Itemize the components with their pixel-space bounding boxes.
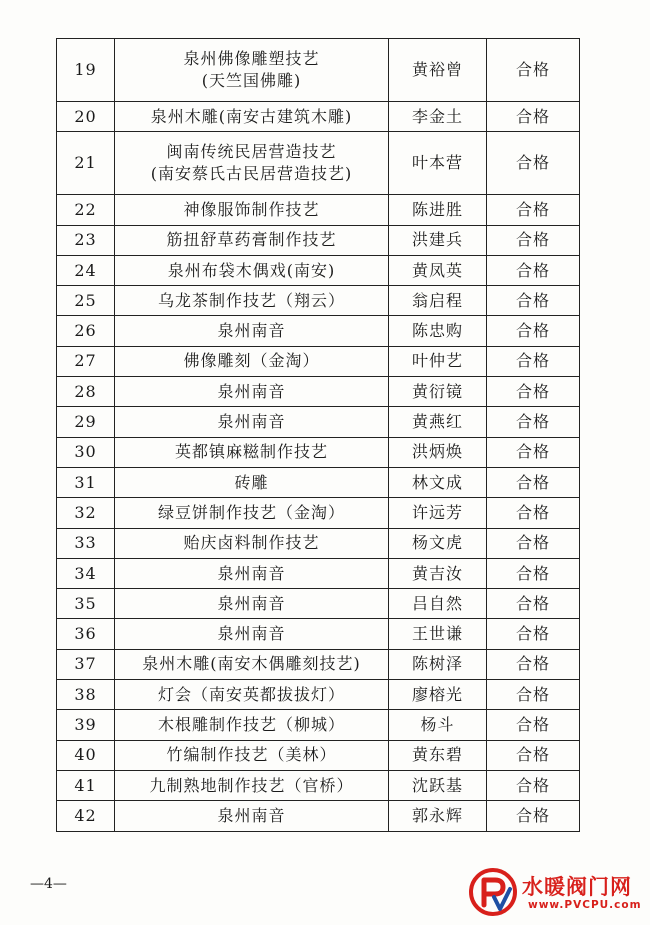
row-number: 38: [57, 680, 115, 710]
heritage-item-line: 木根雕制作技艺（柳城）: [157, 714, 345, 734]
inheritor-name: 洪炳焕: [389, 437, 487, 467]
row-number: 36: [57, 619, 115, 649]
heritage-item-line: 竹编制作技艺（美林）: [166, 745, 337, 765]
heritage-item-line: 乌龙茶制作技艺（翔云）: [157, 290, 345, 310]
pv-logo-icon: [468, 867, 518, 917]
inheritor-assessment-table: [56, 38, 580, 832]
heritage-item: [115, 39, 389, 102]
inheritor-name: 沈跃基: [389, 770, 487, 800]
heritage-item-line: 泉州南音: [217, 805, 286, 825]
heritage-item: [115, 498, 389, 528]
table-row: [57, 558, 580, 588]
heritage-item-line: 泉州南音: [217, 563, 286, 583]
heritage-item: [115, 649, 389, 679]
inheritor-name: 吕自然: [389, 589, 487, 619]
row-number: 35: [57, 589, 115, 619]
inheritor-name: 廖榕光: [389, 680, 487, 710]
heritage-item: [115, 801, 389, 831]
assessment-result: 合格: [487, 316, 580, 346]
heritage-item-line: 泉州南音: [217, 321, 286, 341]
inheritor-name: 黄衍镜: [389, 377, 487, 407]
assessment-result: 合格: [487, 589, 580, 619]
table-row: [57, 770, 580, 800]
assessment-result: 合格: [487, 286, 580, 316]
inheritor-name: 黄吉汝: [389, 558, 487, 588]
table-row: [57, 437, 580, 467]
heritage-item: [115, 102, 389, 132]
inheritor-name: 叶仲艺: [389, 346, 487, 376]
assessment-result: 合格: [487, 558, 580, 588]
site-watermark: [468, 867, 644, 917]
heritage-item: [115, 528, 389, 558]
heritage-item-line: 筋扭舒草药膏制作技艺: [166, 230, 337, 250]
heritage-item-line: 泉州南音: [217, 624, 286, 644]
assessment-result: 合格: [487, 346, 580, 376]
table-row: [57, 407, 580, 437]
heritage-item-line: (天竺国佛雕): [201, 71, 302, 90]
row-number: 39: [57, 710, 115, 740]
table-row: [57, 255, 580, 285]
table-row: [57, 801, 580, 831]
assessment-result: 合格: [487, 801, 580, 831]
row-number: 34: [57, 558, 115, 588]
heritage-item-line: 贻庆卤料制作技艺: [183, 533, 320, 553]
row-number: 27: [57, 346, 115, 376]
row-number: 41: [57, 770, 115, 800]
row-number: 29: [57, 407, 115, 437]
heritage-item-line: 泉州布袋木偶戏(南安): [167, 260, 336, 280]
row-number: 25: [57, 286, 115, 316]
heritage-item: [115, 255, 389, 285]
heritage-item-line: 砖雕: [234, 472, 269, 492]
row-number: 28: [57, 377, 115, 407]
inheritor-name: 叶本营: [389, 132, 487, 195]
heritage-item: [115, 619, 389, 649]
heritage-item: [115, 558, 389, 588]
inheritor-name: 洪建兵: [389, 225, 487, 255]
inheritor-name: 陈忠购: [389, 316, 487, 346]
table-row: [57, 225, 580, 255]
assessment-result: 合格: [487, 377, 580, 407]
heritage-item: [115, 286, 389, 316]
table-row: [57, 132, 580, 195]
heritage-item: [115, 589, 389, 619]
assessment-result: 合格: [487, 467, 580, 497]
heritage-item-line: 佛像雕刻（金淘）: [183, 351, 320, 371]
row-number: 40: [57, 740, 115, 770]
inheritor-name: 杨斗: [389, 710, 487, 740]
table-body: [57, 39, 580, 832]
table-row: [57, 346, 580, 376]
inheritor-name: 王世谦: [389, 619, 487, 649]
assessment-result: 合格: [487, 407, 580, 437]
assessment-result: 合格: [487, 255, 580, 285]
assessment-result: 合格: [487, 195, 580, 225]
assessment-result: 合格: [487, 680, 580, 710]
assessment-result: 合格: [487, 649, 580, 679]
heritage-item: [115, 195, 389, 225]
heritage-item: [115, 710, 389, 740]
assessment-result: 合格: [487, 437, 580, 467]
inheritor-name: 黄裕曾: [389, 39, 487, 102]
row-number: 31: [57, 467, 115, 497]
row-number: 26: [57, 316, 115, 346]
inheritor-name: 郭永辉: [389, 801, 487, 831]
table-row: [57, 649, 580, 679]
heritage-item: [115, 316, 389, 346]
inheritor-name: 黄燕红: [389, 407, 487, 437]
heritage-item-line: 泉州木雕(南安古建筑木雕): [150, 106, 353, 126]
heritage-item-line: 灯会（南安英都拔拔灯）: [157, 684, 345, 704]
row-number: 23: [57, 225, 115, 255]
table-row: [57, 528, 580, 558]
heritage-item: [115, 407, 389, 437]
table-row: [57, 589, 580, 619]
heritage-item-line: 绿豆饼制作技艺（金淘）: [157, 502, 345, 522]
row-number: 22: [57, 195, 115, 225]
assessment-result: 合格: [487, 528, 580, 558]
table-row: [57, 680, 580, 710]
row-number: 33: [57, 528, 115, 558]
table-row: [57, 102, 580, 132]
assessment-result: 合格: [487, 710, 580, 740]
heritage-item: [115, 467, 389, 497]
heritage-item-line: (南安蔡氏古民居营造技艺): [150, 164, 353, 184]
heritage-item: [115, 377, 389, 407]
inheritor-name: 黄东碧: [389, 740, 487, 770]
table-row: [57, 740, 580, 770]
assessment-result: 合格: [487, 498, 580, 528]
table-row: [57, 467, 580, 497]
inheritor-name: 陈树泽: [389, 649, 487, 679]
inheritor-name: 杨文虎: [389, 528, 487, 558]
assessment-result: 合格: [487, 619, 580, 649]
inheritor-name: 黄凤英: [389, 255, 487, 285]
assessment-result: 合格: [487, 102, 580, 132]
inheritor-name: 陈进胜: [389, 195, 487, 225]
row-number: 19: [57, 39, 115, 102]
row-number: 21: [57, 132, 115, 195]
heritage-item-line: 闽南传统民居营造技艺: [166, 142, 337, 162]
page-number: —4—: [30, 876, 67, 892]
table-row: [57, 316, 580, 346]
assessment-result: 合格: [487, 225, 580, 255]
heritage-item-line: 英都镇麻糍制作技艺: [174, 442, 328, 462]
table-row: [57, 195, 580, 225]
assessment-result: 合格: [487, 740, 580, 770]
row-number: 30: [57, 437, 115, 467]
row-number: 32: [57, 498, 115, 528]
watermark-brand: 水暖阀门网: [522, 875, 632, 899]
assessment-result: 合格: [487, 770, 580, 800]
heritage-item-line: 神像服饰制作技艺: [183, 199, 320, 219]
table-row: [57, 39, 580, 102]
heritage-item: [115, 132, 389, 195]
assessment-result: 合格: [487, 132, 580, 195]
heritage-item-line: 泉州木雕(南安木偶雕刻技艺): [142, 654, 361, 674]
watermark-url: www.PVCPU.com: [528, 899, 642, 911]
heritage-item: [115, 437, 389, 467]
heritage-item: [115, 225, 389, 255]
table-row: [57, 377, 580, 407]
row-number: 42: [57, 801, 115, 831]
assessment-result: 合格: [487, 39, 580, 102]
inheritor-name: 许远芳: [389, 498, 487, 528]
heritage-item-line: 九制熟地制作技艺（官桥）: [149, 775, 354, 795]
inheritor-name: 林文成: [389, 467, 487, 497]
heritage-item: [115, 346, 389, 376]
heritage-item: [115, 740, 389, 770]
table-row: [57, 619, 580, 649]
table-row: [57, 498, 580, 528]
table-row: [57, 286, 580, 316]
heritage-item-line: 泉州佛像雕塑技艺: [183, 49, 320, 68]
table-row: [57, 710, 580, 740]
heritage-item: [115, 680, 389, 710]
row-number: 20: [57, 102, 115, 132]
heritage-item-line: 泉州南音: [217, 381, 286, 401]
inheritor-name: 李金土: [389, 102, 487, 132]
heritage-item-line: 泉州南音: [217, 412, 286, 432]
row-number: 24: [57, 255, 115, 285]
heritage-item-line: 泉州南音: [217, 593, 286, 613]
inheritor-name: 翁启程: [389, 286, 487, 316]
heritage-item: [115, 770, 389, 800]
row-number: 37: [57, 649, 115, 679]
